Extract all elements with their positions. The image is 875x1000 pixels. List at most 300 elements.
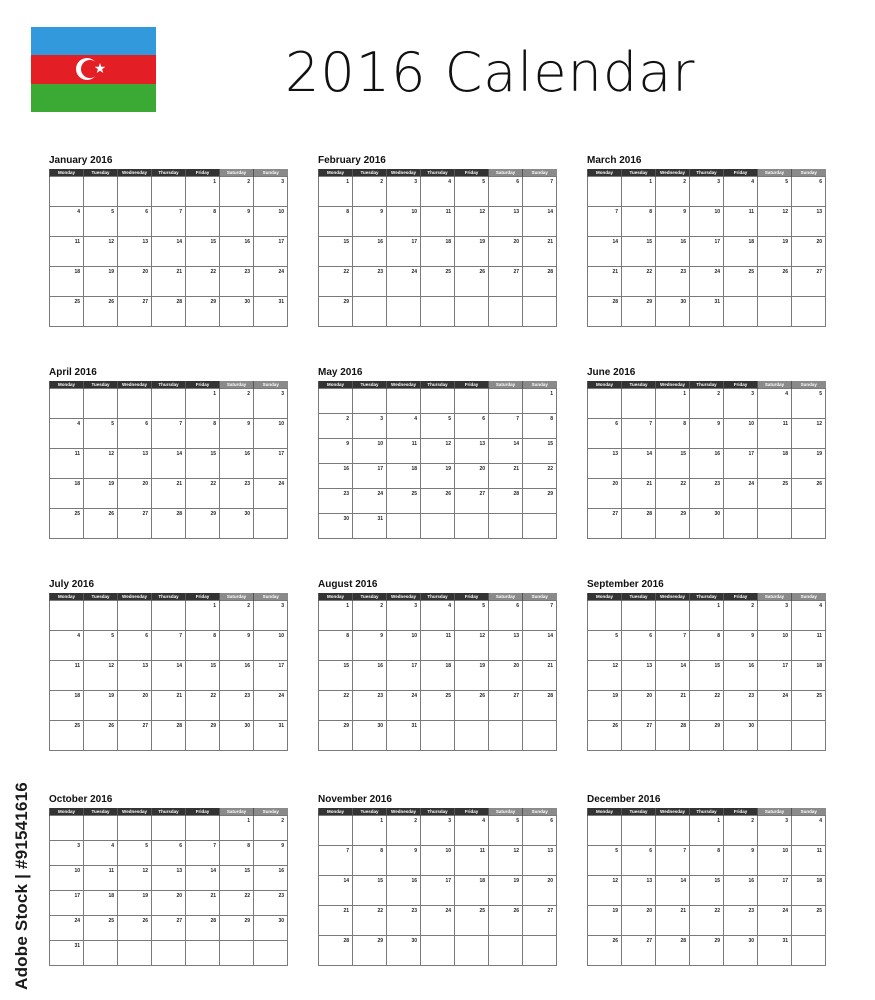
day-cell: 6 [622,846,656,876]
month-table [49,593,288,751]
day-cell: 7 [523,177,557,207]
weekday-header: Friday [455,381,489,389]
day-cell: 2 [387,816,421,846]
day-cell: 27 [622,936,656,966]
day-cell: 11 [50,449,84,479]
day-cell: 3 [724,389,758,419]
weekday-header: Saturday [220,169,254,177]
day-cell: 4 [50,631,84,661]
day-cell: 6 [792,177,826,207]
day-cell: 9 [353,631,387,661]
day-cell: 15 [523,439,557,464]
week-row [319,439,557,464]
weekday-header-row [588,381,826,389]
day-cell: 12 [455,207,489,237]
day-cell: 17 [387,237,421,267]
weekday-header: Monday [50,381,84,389]
day-cell: 18 [455,876,489,906]
day-cell: 20 [588,479,622,509]
day-cell [118,389,152,419]
day-cell: 22 [186,267,220,297]
day-cell: 21 [622,479,656,509]
day-cell: 28 [152,509,186,539]
day-cell [489,936,523,966]
weekday-header: Thursday [421,169,455,177]
day-cell: 9 [724,631,758,661]
week-row [588,449,826,479]
day-cell [489,389,523,414]
day-cell: 23 [353,267,387,297]
weekday-header: Tuesday [353,381,387,389]
day-cell: 5 [489,816,523,846]
month-table [318,169,557,327]
day-cell: 23 [690,479,724,509]
day-cell: 11 [84,866,118,891]
day-cell: 29 [690,721,724,751]
day-cell: 1 [319,601,353,631]
day-cell: 2 [353,177,387,207]
day-cell: 14 [489,439,523,464]
weekday-header: Thursday [690,593,724,601]
day-cell: 7 [186,841,220,866]
day-cell: 24 [254,691,288,721]
day-cell: 31 [254,297,288,327]
day-cell: 9 [220,419,254,449]
day-cell: 30 [220,297,254,327]
weekday-header: Wednesday [118,381,152,389]
day-cell [455,297,489,327]
day-cell: 24 [758,691,792,721]
day-cell: 12 [489,846,523,876]
weekday-header: Tuesday [84,593,118,601]
day-cell: 8 [690,846,724,876]
weekday-header: Wednesday [387,593,421,601]
day-cell: 20 [455,464,489,489]
day-cell: 13 [489,631,523,661]
weekday-header: Wednesday [118,808,152,816]
weekday-header: Saturday [758,169,792,177]
day-cell: 26 [489,906,523,936]
day-cell: 16 [690,449,724,479]
day-cell: 30 [220,721,254,751]
day-cell: 25 [50,509,84,539]
day-cell: 10 [758,631,792,661]
day-cell: 24 [421,906,455,936]
weekday-header: Tuesday [84,381,118,389]
weekday-header: Thursday [690,169,724,177]
day-cell: 21 [656,906,690,936]
day-cell: 18 [50,479,84,509]
day-cell: 14 [523,207,557,237]
day-cell: 8 [690,631,724,661]
day-cell: 9 [353,207,387,237]
day-cell: 23 [220,691,254,721]
week-row [319,691,557,721]
day-cell: 17 [254,237,288,267]
weekday-header: Sunday [792,808,826,816]
weekday-header: Tuesday [84,808,118,816]
week-row [319,906,557,936]
day-cell: 29 [319,721,353,751]
day-cell [50,177,84,207]
day-cell: 28 [523,691,557,721]
day-cell: 2 [220,177,254,207]
day-cell: 18 [387,464,421,489]
week-row [50,237,288,267]
day-cell: 29 [319,297,353,327]
weekday-header-row [588,808,826,816]
day-cell: 28 [656,936,690,966]
day-cell: 22 [220,891,254,916]
weekday-header: Friday [724,381,758,389]
weekday-header: Wednesday [656,808,690,816]
day-cell: 11 [421,631,455,661]
week-row [319,177,557,207]
week-row [50,297,288,327]
weekday-header: Wednesday [656,593,690,601]
month-title: May 2016 [318,367,363,378]
day-cell: 6 [489,177,523,207]
day-cell: 19 [455,661,489,691]
weekday-header-row [319,169,557,177]
day-cell: 22 [319,691,353,721]
day-cell: 7 [489,414,523,439]
day-cell: 5 [118,841,152,866]
week-row [319,601,557,631]
week-row [50,509,288,539]
day-cell: 15 [690,661,724,691]
day-cell: 7 [523,601,557,631]
week-row [588,297,826,327]
day-cell: 19 [84,267,118,297]
week-row [319,514,557,539]
day-cell: 22 [353,906,387,936]
weekday-header: Friday [724,593,758,601]
day-cell: 25 [792,906,826,936]
day-cell [622,601,656,631]
day-cell: 3 [50,841,84,866]
month-table [587,808,826,966]
day-cell: 20 [523,876,557,906]
month-title: October 2016 [49,794,113,805]
weekday-header-row [588,169,826,177]
day-cell [220,941,254,966]
day-cell: 12 [455,631,489,661]
day-cell: 27 [118,509,152,539]
day-cell: 4 [421,177,455,207]
day-cell: 29 [523,489,557,514]
day-cell [186,816,220,841]
day-cell: 13 [489,207,523,237]
day-cell: 15 [186,449,220,479]
day-cell: 16 [353,237,387,267]
day-cell: 28 [319,936,353,966]
day-cell: 28 [622,509,656,539]
day-cell: 16 [656,237,690,267]
day-cell: 5 [588,631,622,661]
month-title: August 2016 [318,579,378,590]
week-row [319,414,557,439]
day-cell: 25 [50,297,84,327]
day-cell: 16 [319,464,353,489]
day-cell: 29 [186,721,220,751]
day-cell: 3 [421,816,455,846]
day-cell: 10 [353,439,387,464]
day-cell: 8 [186,631,220,661]
day-cell: 10 [724,419,758,449]
day-cell: 15 [690,876,724,906]
day-cell: 11 [421,207,455,237]
day-cell [588,601,622,631]
day-cell: 24 [353,489,387,514]
weekday-header-row [50,808,288,816]
day-cell [792,936,826,966]
week-row [588,906,826,936]
weekday-header: Tuesday [622,169,656,177]
day-cell: 12 [792,419,826,449]
day-cell: 18 [758,449,792,479]
day-cell: 24 [254,479,288,509]
day-cell: 13 [118,237,152,267]
weekday-header: Sunday [254,808,288,816]
weekday-header: Monday [588,593,622,601]
day-cell: 8 [220,841,254,866]
week-row [319,661,557,691]
day-cell [588,389,622,419]
day-cell: 1 [186,177,220,207]
day-cell [455,389,489,414]
day-cell: 22 [690,906,724,936]
day-cell: 6 [622,631,656,661]
day-cell [118,177,152,207]
day-cell: 19 [588,691,622,721]
flag-band-blue [31,27,156,55]
day-cell [622,816,656,846]
day-cell: 15 [186,237,220,267]
weekday-header: Tuesday [353,169,387,177]
day-cell: 17 [254,661,288,691]
weekday-header: Thursday [421,593,455,601]
day-cell: 10 [254,207,288,237]
day-cell: 19 [421,464,455,489]
day-cell: 30 [220,509,254,539]
week-row [319,297,557,327]
day-cell: 27 [455,489,489,514]
day-cell: 14 [152,449,186,479]
weekday-header: Saturday [489,381,523,389]
week-row [319,489,557,514]
day-cell: 25 [792,691,826,721]
day-cell: 3 [690,177,724,207]
day-cell: 17 [254,449,288,479]
day-cell: 21 [489,464,523,489]
day-cell: 23 [387,906,421,936]
day-cell: 6 [489,601,523,631]
week-row [50,816,288,841]
weekday-header: Friday [186,169,220,177]
day-cell: 4 [387,414,421,439]
week-row [319,267,557,297]
day-cell [50,601,84,631]
day-cell: 8 [319,631,353,661]
month-title: June 2016 [587,367,636,378]
weekday-header: Saturday [220,808,254,816]
day-cell: 7 [656,846,690,876]
weekday-header: Friday [724,169,758,177]
day-cell: 2 [220,601,254,631]
weekday-header: Wednesday [387,381,421,389]
weekday-header: Monday [50,169,84,177]
weekday-header-row [319,808,557,816]
day-cell: 24 [387,267,421,297]
day-cell [523,936,557,966]
month-title: March 2016 [587,155,642,166]
day-cell: 17 [758,661,792,691]
day-cell: 17 [50,891,84,916]
day-cell: 27 [792,267,826,297]
day-cell: 11 [792,846,826,876]
day-cell: 11 [387,439,421,464]
day-cell: 28 [489,489,523,514]
week-row [588,661,826,691]
day-cell: 29 [186,509,220,539]
weekday-header: Sunday [254,169,288,177]
day-cell: 9 [724,846,758,876]
day-cell: 15 [353,876,387,906]
weekday-header: Tuesday [622,593,656,601]
weekday-header: Thursday [152,169,186,177]
day-cell: 8 [622,207,656,237]
day-cell [84,816,118,841]
day-cell [152,816,186,841]
day-cell: 3 [254,389,288,419]
month-title: November 2016 [318,794,392,805]
week-row [50,479,288,509]
day-cell [421,514,455,539]
day-cell [254,509,288,539]
day-cell: 12 [84,449,118,479]
weekday-header: Sunday [523,381,557,389]
month-calendar [587,155,826,327]
stock-id-label: Adobe Stock | #91541616 [12,782,31,990]
day-cell: 14 [588,237,622,267]
day-cell: 1 [186,601,220,631]
week-row [50,177,288,207]
day-cell: 13 [118,661,152,691]
weekday-header: Monday [588,808,622,816]
day-cell: 8 [523,414,557,439]
day-cell: 23 [220,479,254,509]
day-cell: 29 [690,936,724,966]
month-calendar [49,155,288,327]
day-cell: 18 [792,876,826,906]
weekday-header: Friday [724,808,758,816]
day-cell: 1 [220,816,254,841]
stock-watermark [8,780,36,992]
day-cell [523,297,557,327]
day-cell: 3 [758,601,792,631]
day-cell: 22 [523,464,557,489]
day-cell: 20 [118,479,152,509]
day-cell: 16 [724,876,758,906]
day-cell: 2 [353,601,387,631]
week-row [319,936,557,966]
day-cell: 3 [758,816,792,846]
weekday-header: Monday [319,169,353,177]
day-cell: 18 [50,267,84,297]
weekday-header-row [319,593,557,601]
weekday-header: Monday [319,593,353,601]
day-cell [319,816,353,846]
weekday-header: Friday [455,169,489,177]
day-cell [489,721,523,751]
weekday-header: Saturday [489,808,523,816]
weekday-header: Wednesday [118,593,152,601]
day-cell: 31 [254,721,288,751]
weekday-header: Saturday [758,593,792,601]
month-title: April 2016 [49,367,97,378]
week-row [588,846,826,876]
week-row [319,876,557,906]
day-cell [489,514,523,539]
day-cell: 10 [50,866,84,891]
day-cell: 25 [84,916,118,941]
day-cell: 16 [353,661,387,691]
week-row [588,601,826,631]
day-cell [50,816,84,841]
month-title: January 2016 [49,155,113,166]
weekday-header: Monday [588,381,622,389]
day-cell: 26 [421,489,455,514]
day-cell: 15 [186,661,220,691]
day-cell [792,721,826,751]
day-cell: 2 [724,816,758,846]
day-cell: 26 [84,721,118,751]
day-cell [84,177,118,207]
day-cell: 13 [792,207,826,237]
day-cell: 27 [588,509,622,539]
day-cell: 27 [622,721,656,751]
day-cell: 31 [353,514,387,539]
day-cell: 5 [455,177,489,207]
month-calendar [318,367,557,539]
day-cell: 23 [656,267,690,297]
day-cell: 16 [220,449,254,479]
day-cell: 11 [758,419,792,449]
day-cell [792,297,826,327]
day-cell: 8 [353,846,387,876]
day-cell: 14 [152,237,186,267]
day-cell: 14 [622,449,656,479]
day-cell: 13 [588,449,622,479]
day-cell [792,509,826,539]
day-cell: 6 [118,207,152,237]
day-cell: 29 [186,297,220,327]
day-cell: 17 [353,464,387,489]
weekday-header: Monday [50,808,84,816]
weekday-header: Sunday [523,808,557,816]
day-cell: 10 [387,207,421,237]
weekday-header: Monday [319,808,353,816]
day-cell: 10 [421,846,455,876]
day-cell: 26 [84,509,118,539]
day-cell: 24 [724,479,758,509]
day-cell [758,721,792,751]
day-cell [421,936,455,966]
week-row [588,816,826,846]
month-table [318,381,557,539]
day-cell: 7 [152,631,186,661]
